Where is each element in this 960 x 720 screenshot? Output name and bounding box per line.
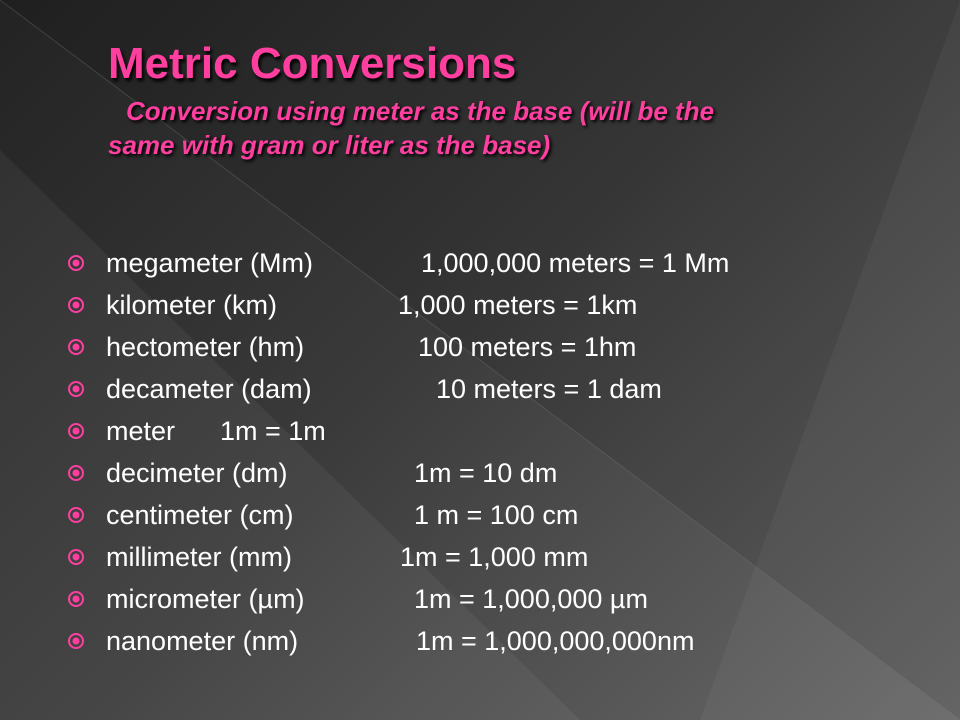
slide-subtitle: [108, 94, 928, 162]
circle-dot-icon: [66, 253, 86, 273]
circle-dot-icon: [66, 547, 86, 567]
unit-conversion: 1m = 1m: [220, 415, 326, 446]
circle-dot-icon: [66, 505, 86, 525]
unit-conversion: 1m = 1,000 mm: [400, 541, 589, 572]
circle-dot-icon: [66, 421, 86, 441]
unit-conversion: 1m = 1,000,000 µm: [414, 583, 648, 614]
circle-dot-icon: [66, 295, 86, 315]
subtitle-line-1: Conversion using meter as the base (will be the: [126, 96, 715, 126]
unit-name: decameter (dam): [106, 373, 312, 404]
list-item: [66, 620, 926, 662]
unit-conversion: 10 meters = 1 dam: [436, 373, 662, 404]
unit-name: decimeter (dm): [106, 457, 288, 488]
unit-name: centimeter (cm): [106, 499, 294, 530]
list-item: [66, 494, 926, 536]
unit-name: millimeter (mm): [106, 541, 292, 572]
unit-name: meter: [106, 415, 176, 446]
circle-dot-icon: [66, 337, 86, 357]
unit-name: nanometer (nm): [106, 625, 299, 656]
circle-dot-icon: [66, 379, 86, 399]
unit-name: hectometer (hm): [106, 331, 305, 362]
unit-conversion: 1m = 10 dm: [414, 457, 558, 488]
circle-dot-icon: [66, 631, 86, 651]
list-item: [66, 368, 926, 410]
unit-conversion: 100 meters = 1hm: [418, 331, 637, 362]
circle-dot-icon: [66, 589, 86, 609]
unit-conversion: 1 m = 100 cm: [414, 499, 579, 530]
unit-conversion: 1,000 meters = 1km: [398, 289, 638, 320]
unit-conversion: 1,000,000 meters = 1 Mm: [421, 247, 730, 278]
list-item: [66, 536, 926, 578]
unit-name: megameter (Mm): [106, 247, 314, 278]
unit-name: micrometer (µm): [106, 583, 305, 614]
list-item: [66, 284, 926, 326]
list-item: [66, 410, 926, 452]
slide-title-block: [108, 38, 928, 162]
unit-conversion: 1m = 1,000,000,000nm: [416, 625, 695, 656]
circle-dot-icon: [66, 463, 86, 483]
list-item: [66, 578, 926, 620]
slide-title: Metric Conversions: [108, 39, 517, 88]
conversion-list: [66, 242, 926, 662]
list-item: [66, 452, 926, 494]
unit-name: kilometer (km): [106, 289, 278, 320]
list-item: [66, 242, 926, 284]
list-item: [66, 326, 926, 368]
subtitle-line-2: same with gram or liter as the base): [108, 130, 551, 160]
